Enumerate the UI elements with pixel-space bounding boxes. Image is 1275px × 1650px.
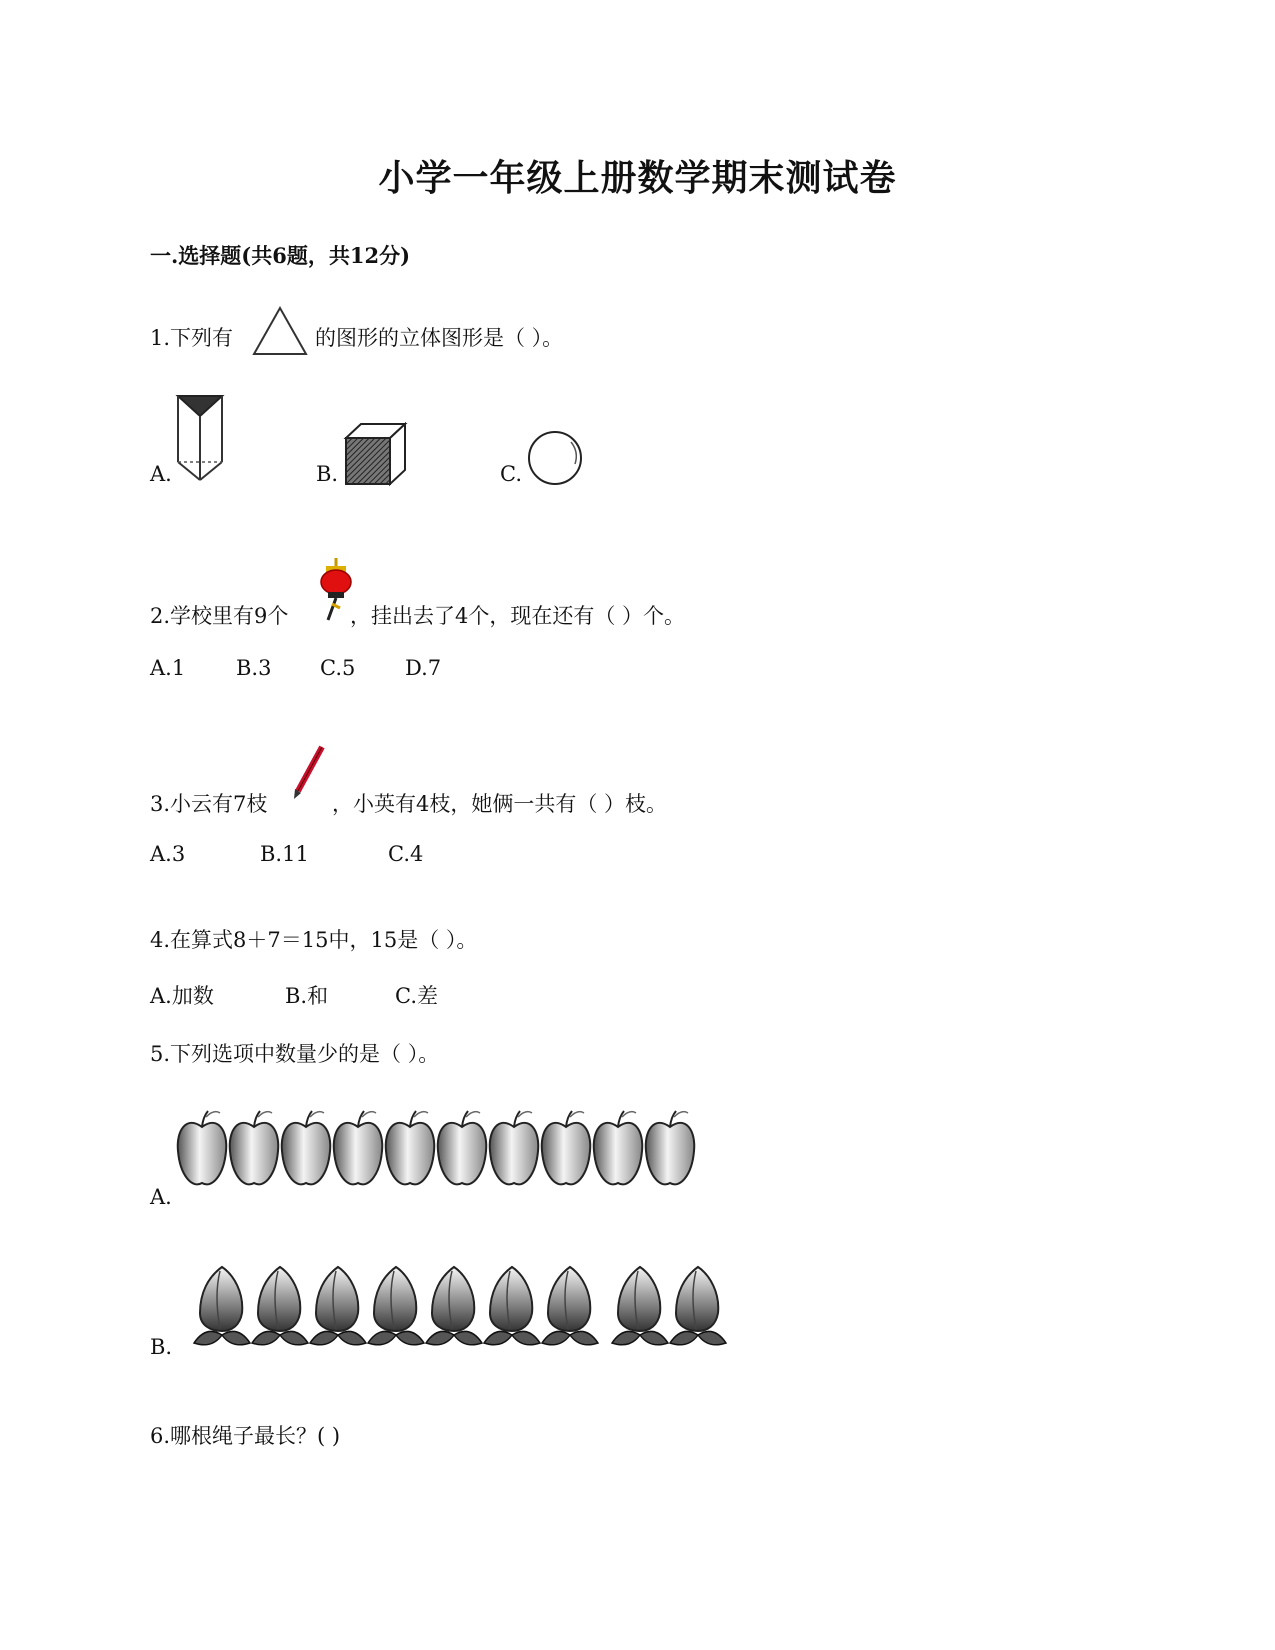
cube-icon [345, 422, 407, 488]
question-1-text-start: 1.下列有 [150, 326, 234, 350]
option-c: C. [500, 462, 522, 486]
apple-icon [282, 1111, 331, 1184]
peach-icon [542, 1267, 598, 1345]
section-heading: 一.选择题(共6题，共12分) [150, 243, 411, 268]
apple-icon [646, 1111, 695, 1184]
option-b: B.3 [236, 656, 272, 680]
peach-icon [194, 1267, 250, 1345]
page-title: 小学一年级上册数学期末测试卷 [378, 157, 897, 199]
apple-icon [178, 1111, 227, 1184]
apple-icon [542, 1111, 591, 1184]
option-b: B.11 [260, 842, 309, 866]
option-a: A. [150, 1185, 172, 1209]
peach-row [192, 1265, 752, 1355]
peach-icon [670, 1267, 726, 1345]
option-b: B. [150, 1335, 173, 1359]
apple-row [176, 1105, 716, 1205]
option-c: C.4 [388, 842, 424, 866]
apple-icon [438, 1111, 487, 1184]
peach-icon [368, 1267, 424, 1345]
peach-icon [484, 1267, 540, 1345]
pencil-icon [292, 745, 326, 799]
peach-icon [252, 1267, 308, 1345]
question-5-text: 5.下列选项中数量少的是（ ）。 [150, 1042, 440, 1066]
option-c: C.差 [395, 984, 438, 1008]
option-a: A. [150, 462, 172, 486]
option-b: B.和 [285, 984, 329, 1008]
sphere-icon [527, 430, 585, 488]
triangular-prism-icon [176, 392, 226, 484]
apple-icon [230, 1111, 279, 1184]
question-3-text-end: ，小英有4枝，她俩一共有（ ）枝。 [332, 792, 668, 816]
lantern-icon [314, 558, 352, 624]
apple-icon [490, 1111, 539, 1184]
question-3-text-start: 3.小云有7枝 [150, 792, 268, 816]
option-a: A.加数 [150, 984, 214, 1008]
peach-icon [612, 1267, 668, 1345]
apple-icon [334, 1111, 383, 1184]
question-6-text: 6.哪根绳子最长？( ) [150, 1424, 341, 1448]
triangle-icon [252, 306, 308, 356]
peach-icon [426, 1267, 482, 1345]
question-2-text-start: 2.学校里有9个 [150, 604, 289, 628]
apple-icon [386, 1111, 435, 1184]
option-a: A.3 [150, 842, 186, 866]
option-c: C.5 [320, 656, 356, 680]
peach-icon [310, 1267, 366, 1345]
question-1-text-end: 的图形的立体图形是（ ）。 [315, 326, 564, 350]
option-a: A.1 [150, 656, 186, 680]
option-d: D.7 [405, 656, 442, 680]
option-b: B. [316, 462, 339, 486]
question-2-text-end: ，挂出去了4个，现在还有（ ）个。 [350, 604, 686, 628]
question-4-text: 4.在算式8＋7＝15中，15是（ ）。 [150, 928, 478, 952]
apple-icon [594, 1111, 643, 1184]
